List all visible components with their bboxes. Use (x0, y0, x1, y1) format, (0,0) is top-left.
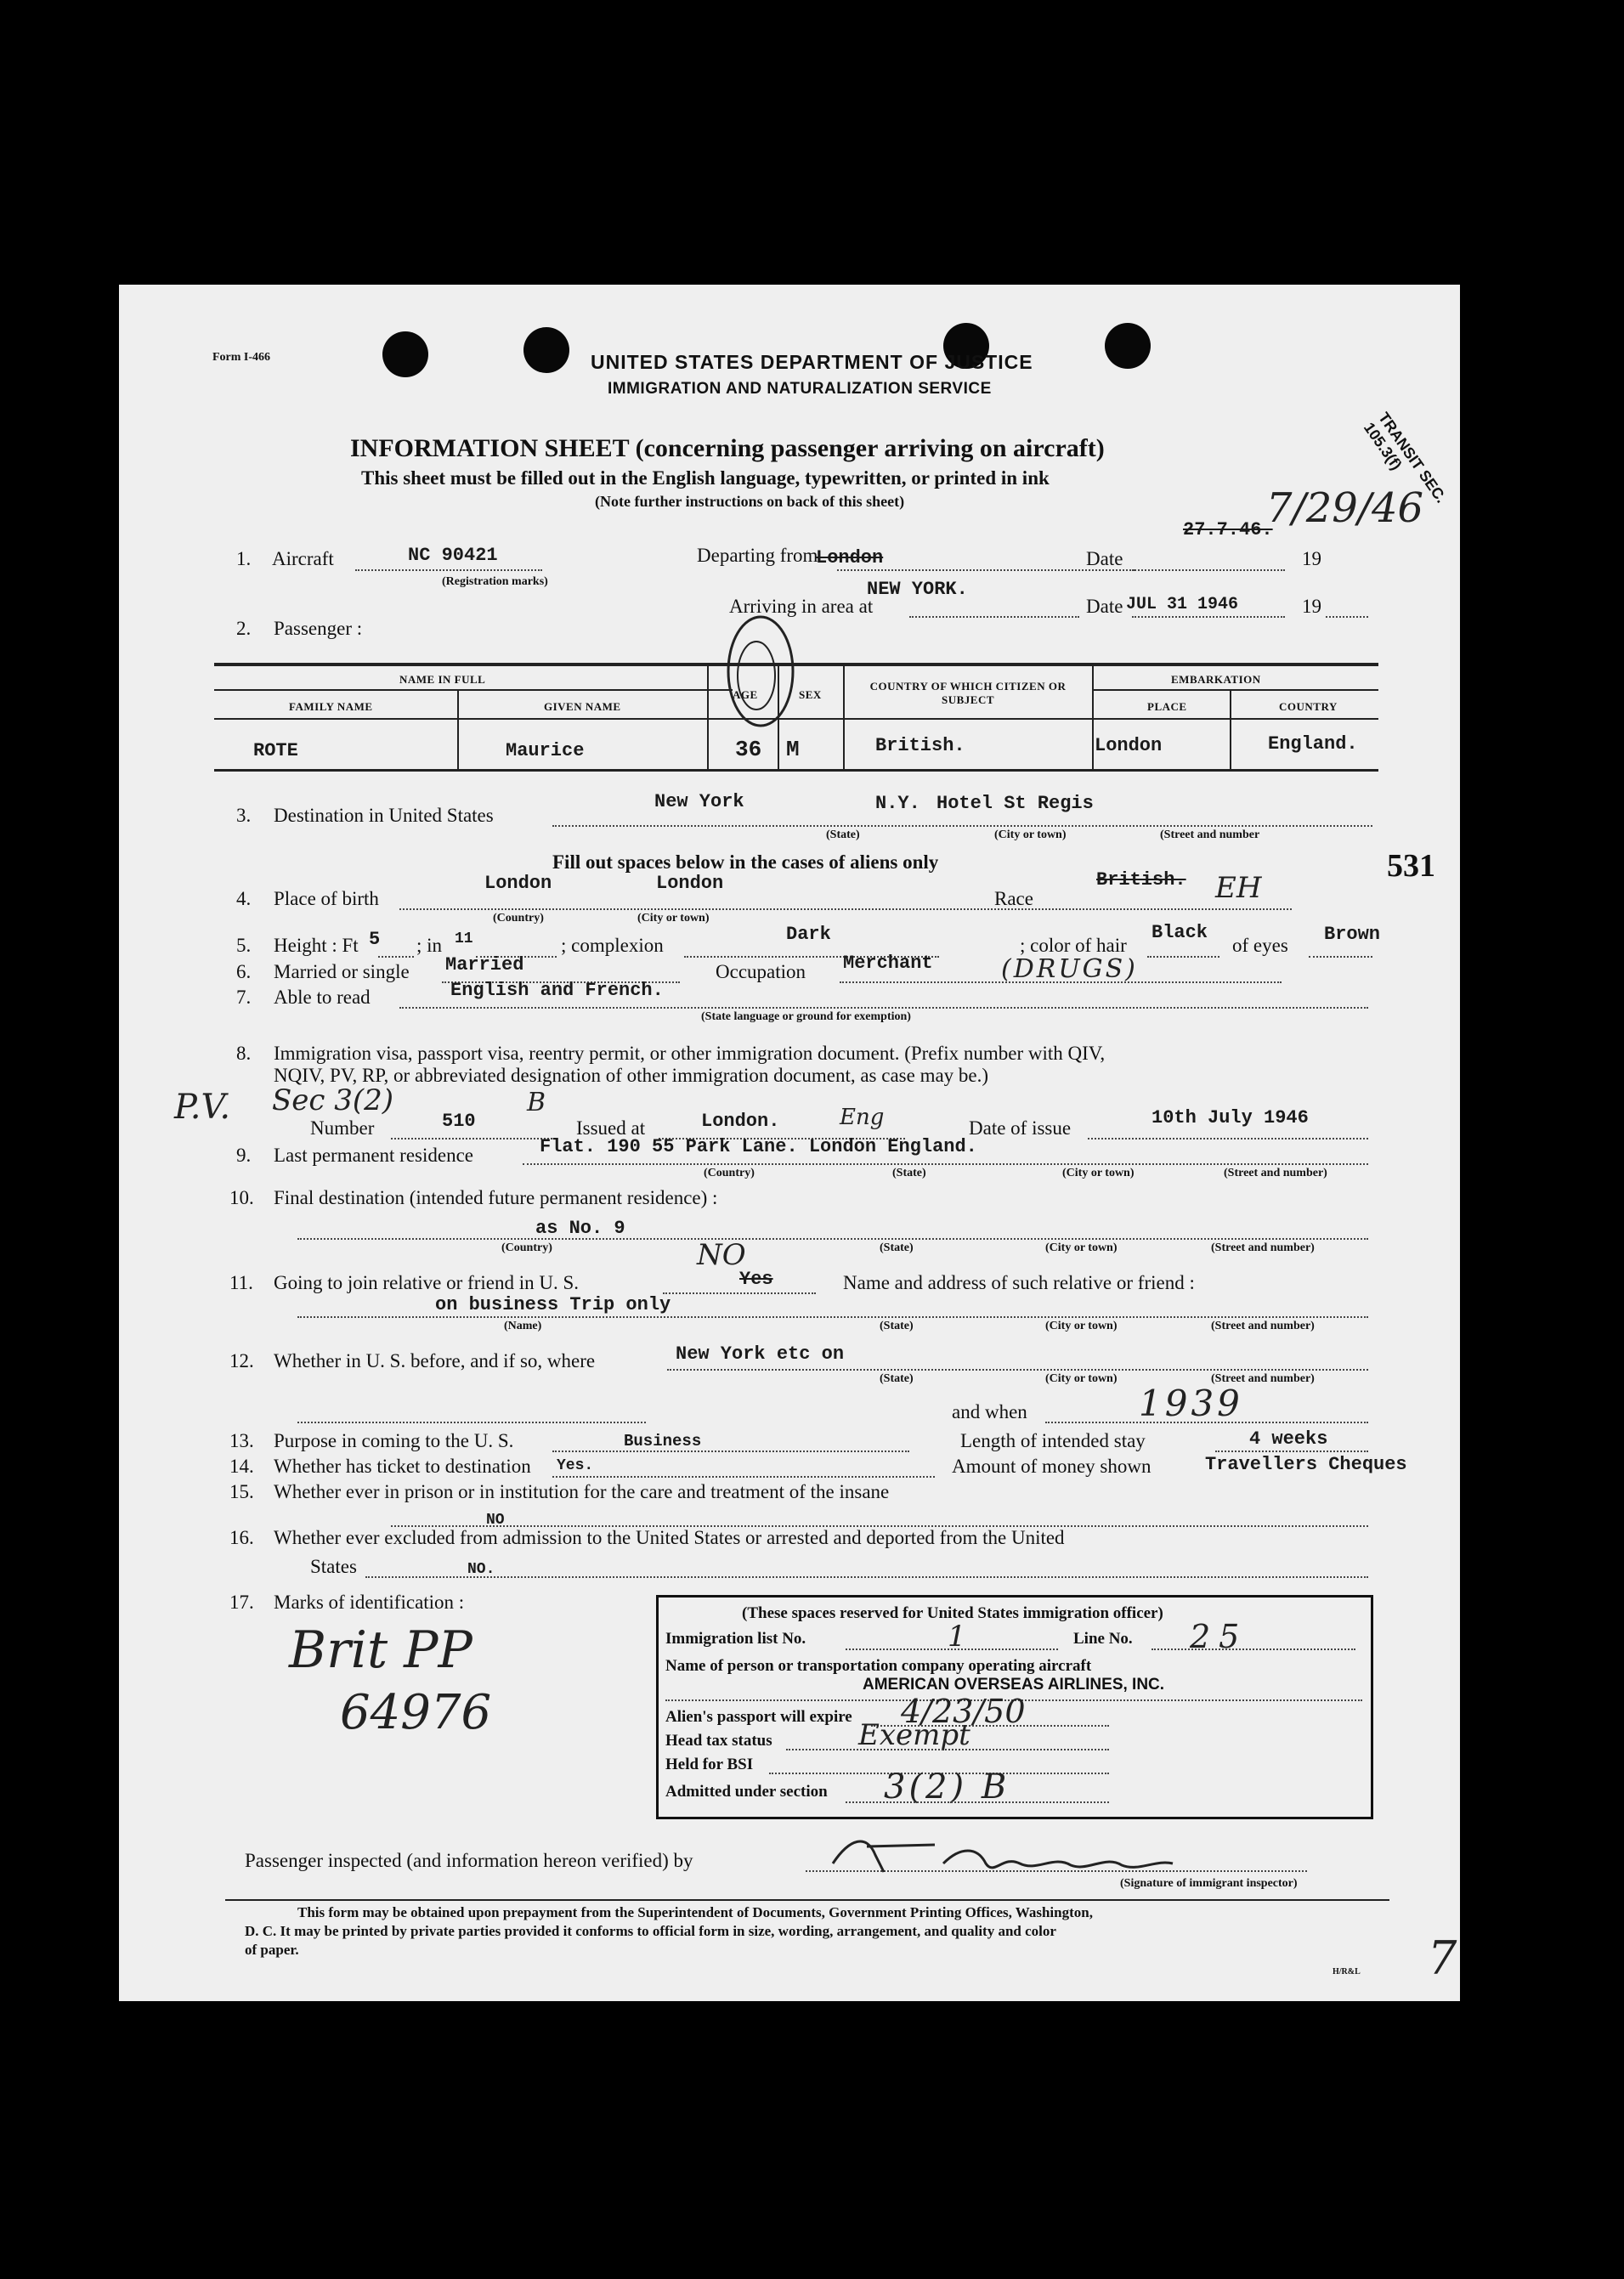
ticket-label: Whether has ticket to destination (274, 1456, 531, 1477)
family-name-header: FAMILY NAME (289, 700, 373, 713)
place-header: PLACE (1147, 700, 1187, 713)
destination-street[interactable]: Hotel St Regis (936, 793, 1094, 814)
age-header: AGE (733, 688, 758, 701)
state-caption: (State) (892, 1167, 926, 1179)
height-label: Height : Ft (274, 935, 359, 956)
city-caption: (City or town) (1045, 1320, 1118, 1332)
item-number: 11. (229, 1272, 253, 1293)
state-caption: (State) (826, 828, 860, 841)
complexion-label: ; complexion (561, 935, 664, 956)
citizen-value[interactable]: British. (875, 735, 965, 756)
signature-caption: (Signature of immigrant inspector) (1120, 1877, 1298, 1890)
age-value[interactable]: 36 (735, 737, 762, 762)
service-name: IMMIGRATION AND NATURALIZATION SERVICE (608, 380, 992, 398)
country-caption: (Country) (704, 1167, 755, 1179)
list-number-value[interactable]: 1 (948, 1620, 966, 1654)
city-caption: (City or town) (994, 828, 1067, 841)
line-number-value[interactable]: 25 (1190, 1618, 1248, 1655)
name-in-full-header: NAME IN FULL (399, 673, 486, 686)
arriving-label: Arriving in area at (729, 596, 874, 617)
issued-label: Issued at (576, 1117, 646, 1139)
item-number: 4. (236, 888, 252, 909)
passport-expire-value[interactable]: 4/23/50 (901, 1693, 1026, 1730)
item-number: 9. (236, 1145, 252, 1166)
date-label: Date (1086, 548, 1123, 569)
race-label: Race (994, 888, 1033, 909)
relative-name-label: Name and address of such relative or friend : (843, 1272, 1195, 1293)
country-header: COUNTRY (1279, 700, 1338, 713)
height-feet-value[interactable]: 5 (369, 929, 381, 950)
officer-reserved-box (656, 1595, 1373, 1819)
join-relative-label: Going to join relative or friend in U. S. (274, 1272, 579, 1293)
when-handwritten: 1939 (1139, 1383, 1243, 1424)
item-number: 5. (236, 935, 252, 956)
street-caption: (Street and number (1160, 828, 1260, 841)
occupation-handwritten: (DRUGS) (1001, 954, 1138, 984)
embark-place-value[interactable]: London (1095, 735, 1163, 756)
previous-visit-label: Whether in U. S. before, and if so, where (274, 1350, 596, 1371)
city-caption: (City or town) (1045, 1241, 1118, 1254)
identification-label: Marks of identification : (274, 1592, 465, 1613)
purpose-value[interactable]: Business (624, 1432, 702, 1451)
citizen-country-header: COUNTRY OF WHICH CITIZEN OR SUBJECT (869, 680, 1067, 706)
city-caption: (City or town) (637, 912, 710, 925)
item-number: 1. (236, 548, 252, 569)
inches-label: ; in (416, 935, 443, 956)
admitted-value[interactable]: 3(2) B (884, 1767, 1010, 1807)
date-struck-value[interactable]: 27.7.46. (1183, 519, 1273, 540)
issue-date-label: Date of issue (969, 1117, 1072, 1139)
bsi-label: Held for BSI (665, 1756, 754, 1773)
arriving-value[interactable]: NEW YORK. (867, 579, 968, 600)
final-destination-value[interactable]: as No. 9 (535, 1218, 625, 1239)
state-caption: (State) (880, 1320, 914, 1332)
stay-label: Length of intended stay (960, 1430, 1146, 1451)
read-label: Able to read (274, 987, 371, 1008)
company-label: Name of person or transportation company operating aircraft (665, 1657, 1092, 1675)
list-number-label: Immigration list No. (665, 1630, 806, 1648)
form-number: Form I-466 (212, 351, 271, 364)
department-name: UNITED STATES DEPARTMENT OF JUSTICE (591, 351, 1033, 373)
height-inches-value[interactable]: 11 (455, 930, 473, 947)
identification-handwritten-2: 64976 (340, 1685, 492, 1740)
instructions-note: (Note further instructions on back of this sheet) (595, 493, 905, 510)
excluded-line-2: States (310, 1556, 357, 1577)
item-number: 10. (229, 1187, 254, 1208)
item-number: 8. (236, 1043, 252, 1064)
transit-stamp: TRANSIT SEC. 105.3(f) (1360, 409, 1451, 506)
date-handwritten: 7/29/46 (1266, 484, 1424, 532)
number-label: Number (310, 1117, 375, 1139)
name-caption: (Name) (504, 1320, 542, 1332)
join-answer-struck[interactable]: Yes (739, 1269, 773, 1290)
join-answer-handwritten: NO (697, 1238, 746, 1272)
stay-value[interactable]: 4 weeks (1249, 1428, 1328, 1450)
arrival-year-prefix: 19 (1302, 596, 1321, 617)
identification-handwritten-1: Brit PP (289, 1620, 472, 1680)
item-number: 7. (236, 987, 252, 1008)
country-caption: (Country) (501, 1241, 552, 1254)
aircraft-label: Aircraft (272, 548, 334, 569)
race-handwritten: EH (1215, 871, 1262, 905)
arrival-date-value[interactable]: JUL 31 1946 (1126, 595, 1239, 614)
read-value[interactable]: English and French. (450, 980, 664, 1001)
hair-label: ; color of hair (1020, 935, 1127, 956)
state-caption: (State) (880, 1241, 914, 1254)
corner-handwritten-number: 7 (1428, 1931, 1457, 1985)
visa-line-1: Immigration visa, passport visa, reentry permit, or other immigration document. (Prefix number with QIV, (274, 1043, 1106, 1064)
form-sheet (119, 285, 1460, 2001)
visa-suffix-handwritten: B (527, 1088, 546, 1117)
item-number: 13. (229, 1430, 254, 1451)
page-number: 531 (1387, 848, 1435, 884)
given-name-value[interactable]: Maurice (506, 740, 585, 761)
birth-city-value[interactable]: London (656, 873, 724, 894)
head-tax-value[interactable]: Exempt (858, 1718, 970, 1752)
punch-hole (1105, 323, 1151, 369)
excluded-value[interactable]: NO. (467, 1561, 495, 1578)
item-number: 6. (236, 961, 252, 982)
previous-visit-value[interactable]: New York etc on (676, 1343, 845, 1365)
street-caption: (Street and number) (1211, 1241, 1315, 1254)
punch-hole (382, 331, 428, 377)
occupation-label: Occupation (716, 961, 806, 982)
residence-label: Last permanent residence (274, 1145, 473, 1166)
page-subtitle: This sheet must be filled out in the English language, typewritten, or printed in ink (361, 467, 1050, 489)
marital-label: Married or single (274, 961, 410, 982)
join-relative-value[interactable]: on business Trip only (435, 1294, 671, 1315)
excluded-line-1: Whether ever excluded from admission to the United States or arrested and deported from the United (274, 1527, 1065, 1548)
language-caption: (State language or ground for exemption) (701, 1010, 911, 1023)
state-caption: (State) (880, 1372, 914, 1385)
visa-number-value[interactable]: 510 (442, 1111, 476, 1132)
money-label: Amount of money shown (952, 1456, 1152, 1477)
complexion-value[interactable]: Dark (786, 924, 831, 945)
race-struck-value[interactable]: British. (1096, 869, 1186, 891)
birth-country-value[interactable]: London (484, 873, 552, 894)
purpose-label: Purpose in coming to the U. S. (274, 1430, 514, 1451)
sex-header: SEX (799, 688, 822, 701)
ticket-value[interactable]: Yes. (557, 1457, 594, 1474)
street-caption: (Street and number) (1211, 1320, 1315, 1332)
footer-line-3: of paper. (245, 1942, 299, 1958)
birthplace-label: Place of birth (274, 888, 379, 909)
when-label: and when (952, 1401, 1027, 1422)
final-destination-label: Final destination (intended future permanent residence) : (274, 1187, 718, 1208)
aircraft-value[interactable]: NC 90421 (408, 545, 498, 566)
departing-label: Departing from (697, 545, 818, 566)
destination-city[interactable]: N.Y. (875, 793, 920, 814)
visa-line-2: NQIV, PV, RP, or abbreviated designation of other immigration document, as case may be.) (274, 1065, 989, 1086)
item-number: 15. (229, 1481, 254, 1502)
departing-value[interactable]: London (816, 547, 884, 568)
passenger-label: Passenger : (274, 618, 363, 639)
country-caption: (Country) (493, 912, 544, 925)
eyes-value[interactable]: Brown (1324, 924, 1381, 945)
registration-caption: (Registration marks) (442, 575, 548, 588)
city-caption: (City or town) (1045, 1372, 1118, 1385)
hair-value[interactable]: Black (1152, 922, 1208, 943)
aliens-heading: Fill out spaces below in the cases of aliens only (552, 851, 939, 873)
footer-line-1: This form may be obtained upon prepayment from the Superintendent of Documents, Government Printing Offices, Washington, (297, 1904, 1093, 1920)
money-value[interactable]: Travellers Cheques (1205, 1454, 1407, 1475)
item-number: 14. (229, 1456, 254, 1477)
inspection-label: Passenger inspected (and information hereon verified) by (245, 1850, 693, 1871)
item-number: 2. (236, 618, 252, 639)
destination-label: Destination in United States (274, 805, 494, 826)
footer-line-2: D. C. It may be printed by private parties provided it conforms to official form in size, wording, arrangement, and quality and color (245, 1923, 1056, 1939)
issued-handwritten: Eng (840, 1105, 885, 1130)
page-title: INFORMATION SHEET (concerning passenger arriving on aircraft) (350, 434, 1105, 462)
destination-state[interactable]: New York (654, 791, 744, 812)
marital-value[interactable]: Married (445, 954, 524, 976)
item-number: 12. (229, 1350, 254, 1371)
city-caption: (City or town) (1062, 1167, 1135, 1179)
issue-date-value[interactable]: 10th July 1946 (1152, 1107, 1309, 1128)
street-caption: (Street and number) (1224, 1167, 1327, 1179)
given-name-header: GIVEN NAME (544, 700, 621, 713)
visa-margin-handwritten: P.V. (174, 1088, 231, 1127)
family-name-value[interactable]: ROTE (253, 740, 298, 761)
prison-value[interactable]: NO (486, 1512, 505, 1529)
company-value[interactable]: AMERICAN OVERSEAS AIRLINES, INC. (863, 1676, 1165, 1694)
officer-box-heading: (These spaces reserved for United States immigration officer) (742, 1604, 1163, 1622)
prison-label: Whether ever in prison or in institution for the care and treatment of the insane (274, 1481, 890, 1502)
issued-value[interactable]: London. (701, 1111, 780, 1132)
visa-prefix-handwritten: Sec 3(2) (272, 1083, 394, 1117)
line-number-label: Line No. (1073, 1630, 1133, 1648)
sex-value[interactable]: M (786, 737, 800, 762)
punch-hole (523, 327, 569, 373)
street-caption: (Street and number) (1211, 1372, 1315, 1385)
zero-hand-circle (714, 608, 807, 735)
inspector-signature (816, 1829, 1241, 1880)
admitted-label: Admitted under section (665, 1783, 828, 1801)
embark-country-value[interactable]: England. (1268, 733, 1358, 755)
embarkation-header: EMBARKATION (1171, 673, 1261, 686)
item-number: 16. (229, 1527, 254, 1548)
item-number: 3. (236, 805, 252, 826)
footer-code: H/R&L (1333, 1967, 1361, 1976)
occupation-value[interactable]: Merchant (843, 953, 933, 974)
year-prefix: 19 (1302, 548, 1321, 569)
head-tax-label: Head tax status (665, 1732, 772, 1750)
item-number: 17. (229, 1592, 254, 1613)
eyes-label: of eyes (1232, 935, 1288, 956)
passport-expire-label: Alien's passport will expire (665, 1708, 852, 1726)
residence-value[interactable]: Flat. 190 55 Park Lane. London England. (540, 1136, 977, 1157)
arrival-date-label: Date (1086, 596, 1123, 617)
